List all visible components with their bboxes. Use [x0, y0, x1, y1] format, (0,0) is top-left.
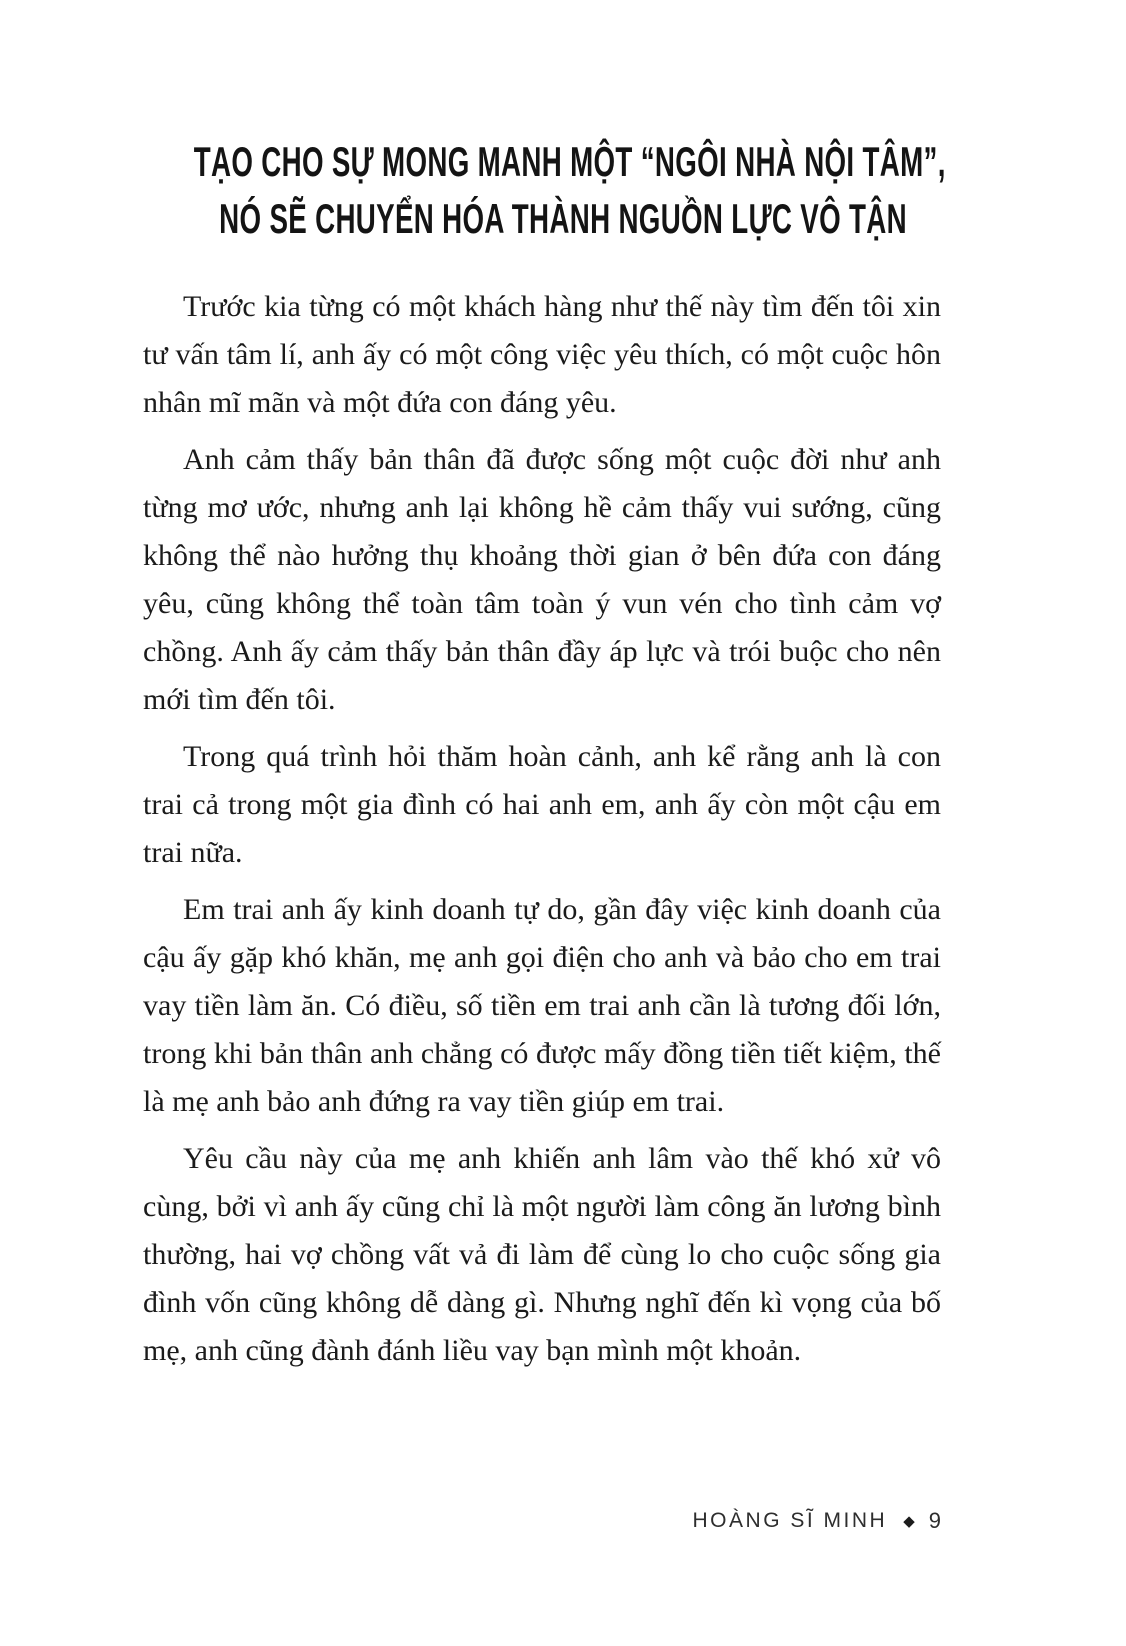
- author-name: HOÀNG SĨ MINH: [692, 1509, 888, 1532]
- body-paragraph: Yêu cầu này của mẹ anh khiến anh lâm vào thế khó xử vô cùng, bởi vì anh ấy cũng chỉ là một người làm công ăn lương bình thường, hai vợ chồng vất vả đi làm để cùng lo cho cuộc sống gia đình vốn cũng không dễ dàng gì. Nhưng nghĩ đến kì vọng của bố mẹ, anh cũng đành đánh liều vay bạn mình một khoản.: [143, 1142, 941, 1367]
- body-paragraph: Trong quá trình hỏi thăm hoàn cảnh, anh kể rằng anh là con trai cả trong một gia đình có hai anh em, anh ấy còn một cậu em trai nữa.: [143, 740, 941, 869]
- page-footer: [143, 1508, 941, 1534]
- chapter-title-line-1: TẠO CHO SỰ MONG MANH MỘT “NGÔI NHÀ NỘI TÂM”,: [193, 138, 946, 185]
- page-number: 9: [928, 1508, 941, 1533]
- body-paragraph: Em trai anh ấy kinh doanh tự do, gần đây việc kinh doanh của cậu ấy gặp khó khăn, mẹ anh gọi điện cho anh và bảo cho em trai vay tiền làm ăn. Có điều, số tiền em trai anh cần là tương đối lớn, trong khi bản thân anh chẳng có được mấy đồng tiền tiết kiệm, thế là mẹ anh bảo anh đứng ra vay tiền giúp em trai.: [143, 893, 941, 1118]
- body-paragraph: Anh cảm thấy bản thân đã được sống một cuộc đời như anh từng mơ ước, nhưng anh lại không hề cảm thấy vui sướng, cũng không thể nào hưởng thụ khoảng thời gian ở bên đứa con đáng yêu, cũng không thể toàn tâm toàn ý vun vén cho tình cảm vợ chồng. Anh ấy cảm thấy bản thân đầy áp lực và trói buộc cho nên mới tìm đến tôi.: [143, 443, 941, 716]
- body-paragraph: Trước kia từng có một khách hàng như thế này tìm đến tôi xin tư vấn tâm lí, anh ấy có một công việc yêu thích, có một cuộc hôn nhân mĩ mãn và một đứa con đáng yêu.: [143, 290, 941, 419]
- body-text: [143, 283, 941, 1375]
- chapter-title-line-2: NÓ SẼ CHUYỂN HÓA THÀNH NGUỒN LỰC VÔ TẬN: [219, 195, 907, 242]
- diamond-icon: ◆: [903, 1512, 915, 1530]
- chapter-title: [0, 133, 1126, 247]
